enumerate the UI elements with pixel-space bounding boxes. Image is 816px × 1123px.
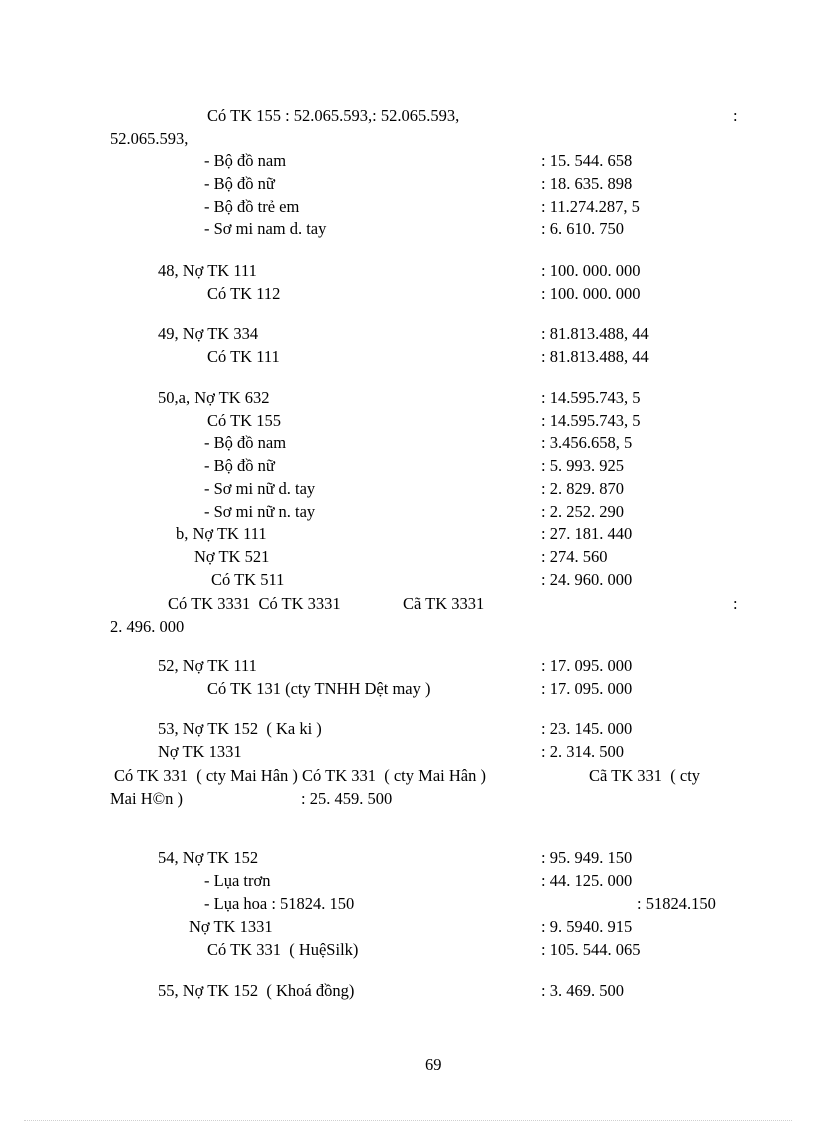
entry-amount: : 81.813.488, 44 xyxy=(541,347,649,366)
entry-label: 50,a, Nợ TK 632 xyxy=(158,388,270,407)
entry-label: Nợ TK 1331 xyxy=(189,917,273,936)
entry-label: Có TK 131 (cty TNHH Dệt may ) xyxy=(207,679,431,698)
entry-amount: : 3.456.658, 5 xyxy=(541,433,633,452)
entry-label: - Sơ mi nam d. tay xyxy=(204,219,327,238)
page-bottom-divider xyxy=(24,1120,792,1121)
entry-label: - Sơ mi nữ n. tay xyxy=(204,502,316,521)
entry-amount: : 25. 459. 500 xyxy=(301,789,393,808)
entry-amount: : 27. 181. 440 xyxy=(541,524,633,543)
entry-label: 55, Nợ TK 152 ( Khoá đồng) xyxy=(158,981,355,1000)
entry-amount: 2. 496. 000 xyxy=(110,617,185,636)
entry-label: - Bộ đồ trẻ em xyxy=(204,197,300,216)
entry-label: - Lụa hoa : 51824. 150 xyxy=(204,894,355,913)
entry-amount: : 100. 000. 000 xyxy=(541,261,641,280)
entry-amount: : 14.595.743, 5 xyxy=(541,411,641,430)
entry-text: : xyxy=(733,594,738,613)
entry-label: Có TK 511 xyxy=(211,570,285,589)
entry-label: Có TK 155 xyxy=(207,411,281,430)
entry-amount: : 18. 635. 898 xyxy=(541,174,633,193)
entry-amount: : 2. 314. 500 xyxy=(541,742,624,761)
entry-label: Có TK 331 ( HuệSilk) xyxy=(207,940,359,959)
entry-text: 52.065.593, xyxy=(110,129,189,148)
entry-label: 49, Nợ TK 334 xyxy=(158,324,259,343)
entry-label: Có TK 112 xyxy=(207,284,281,303)
entry-amount: : 51824.150 xyxy=(637,894,716,913)
entry-amount: : 17. 095. 000 xyxy=(541,656,633,675)
entry-label: 52, Nợ TK 111 xyxy=(158,656,257,675)
entry-amount: : 15. 544. 658 xyxy=(541,151,633,170)
entry-label: Nợ TK 1331 xyxy=(158,742,242,761)
entry-amount: : 100. 000. 000 xyxy=(541,284,641,303)
entry-label: - Bộ đồ nữ xyxy=(204,174,275,193)
entry-label: Nợ TK 521 xyxy=(194,547,270,566)
entry-amount: : 2. 252. 290 xyxy=(541,502,624,521)
entry-amount: : 2. 829. 870 xyxy=(541,479,624,498)
entry-amount: : 23. 145. 000 xyxy=(541,719,633,738)
entry-label: - Bộ đồ nam xyxy=(204,151,287,170)
entry-label: 48, Nợ TK 111 xyxy=(158,261,257,280)
entry-label: Cã TK 331 ( cty xyxy=(589,766,701,785)
entry-text: Có TK 155 : 52.065.593,: 52.065.593, xyxy=(207,106,460,125)
entry-amount: : 274. 560 xyxy=(541,547,608,566)
entry-amount: : 95. 949. 150 xyxy=(541,848,633,867)
entry-label: - Bộ đồ nữ xyxy=(204,456,275,475)
entry-amount: : 3. 469. 500 xyxy=(541,981,624,1000)
entry-amount: : 5. 993. 925 xyxy=(541,456,624,475)
entry-amount: : 11.274.287, 5 xyxy=(541,197,640,216)
entry-label: Có TK 111 xyxy=(207,347,280,366)
entry-label: 54, Nợ TK 152 xyxy=(158,848,259,867)
page-number: 69 xyxy=(425,1055,442,1074)
entry-amount: : 44. 125. 000 xyxy=(541,871,633,890)
entry-label: Có TK 3331 Có TK 3331 xyxy=(168,594,341,613)
entry-label: b, Nợ TK 111 xyxy=(176,524,267,543)
entry-label: Cã TK 3331 xyxy=(403,594,485,613)
entry-amount: : 17. 095. 000 xyxy=(541,679,633,698)
entry-amount: : 24. 960. 000 xyxy=(541,570,633,589)
entry-label: 53, Nợ TK 152 ( Ka ki ) xyxy=(158,719,322,738)
entry-label: Mai H©n ) xyxy=(110,789,184,808)
entry-label: - Lụa trơn xyxy=(204,871,271,890)
entry-amount: : 81.813.488, 44 xyxy=(541,324,649,343)
entry-label: Có TK 331 ( cty Mai Hân ) Có TK 331 ( cty Mai Hân ) xyxy=(114,766,486,785)
entry-amount: : 6. 610. 750 xyxy=(541,219,624,238)
entry-label: - Bộ đồ nam xyxy=(204,433,287,452)
entry-label: - Sơ mi nữ d. tay xyxy=(204,479,316,498)
entry-text: : xyxy=(733,106,738,125)
entry-amount: : 14.595.743, 5 xyxy=(541,388,641,407)
entry-amount: : 9. 5940. 915 xyxy=(541,917,633,936)
entry-amount: : 105. 544. 065 xyxy=(541,940,641,959)
